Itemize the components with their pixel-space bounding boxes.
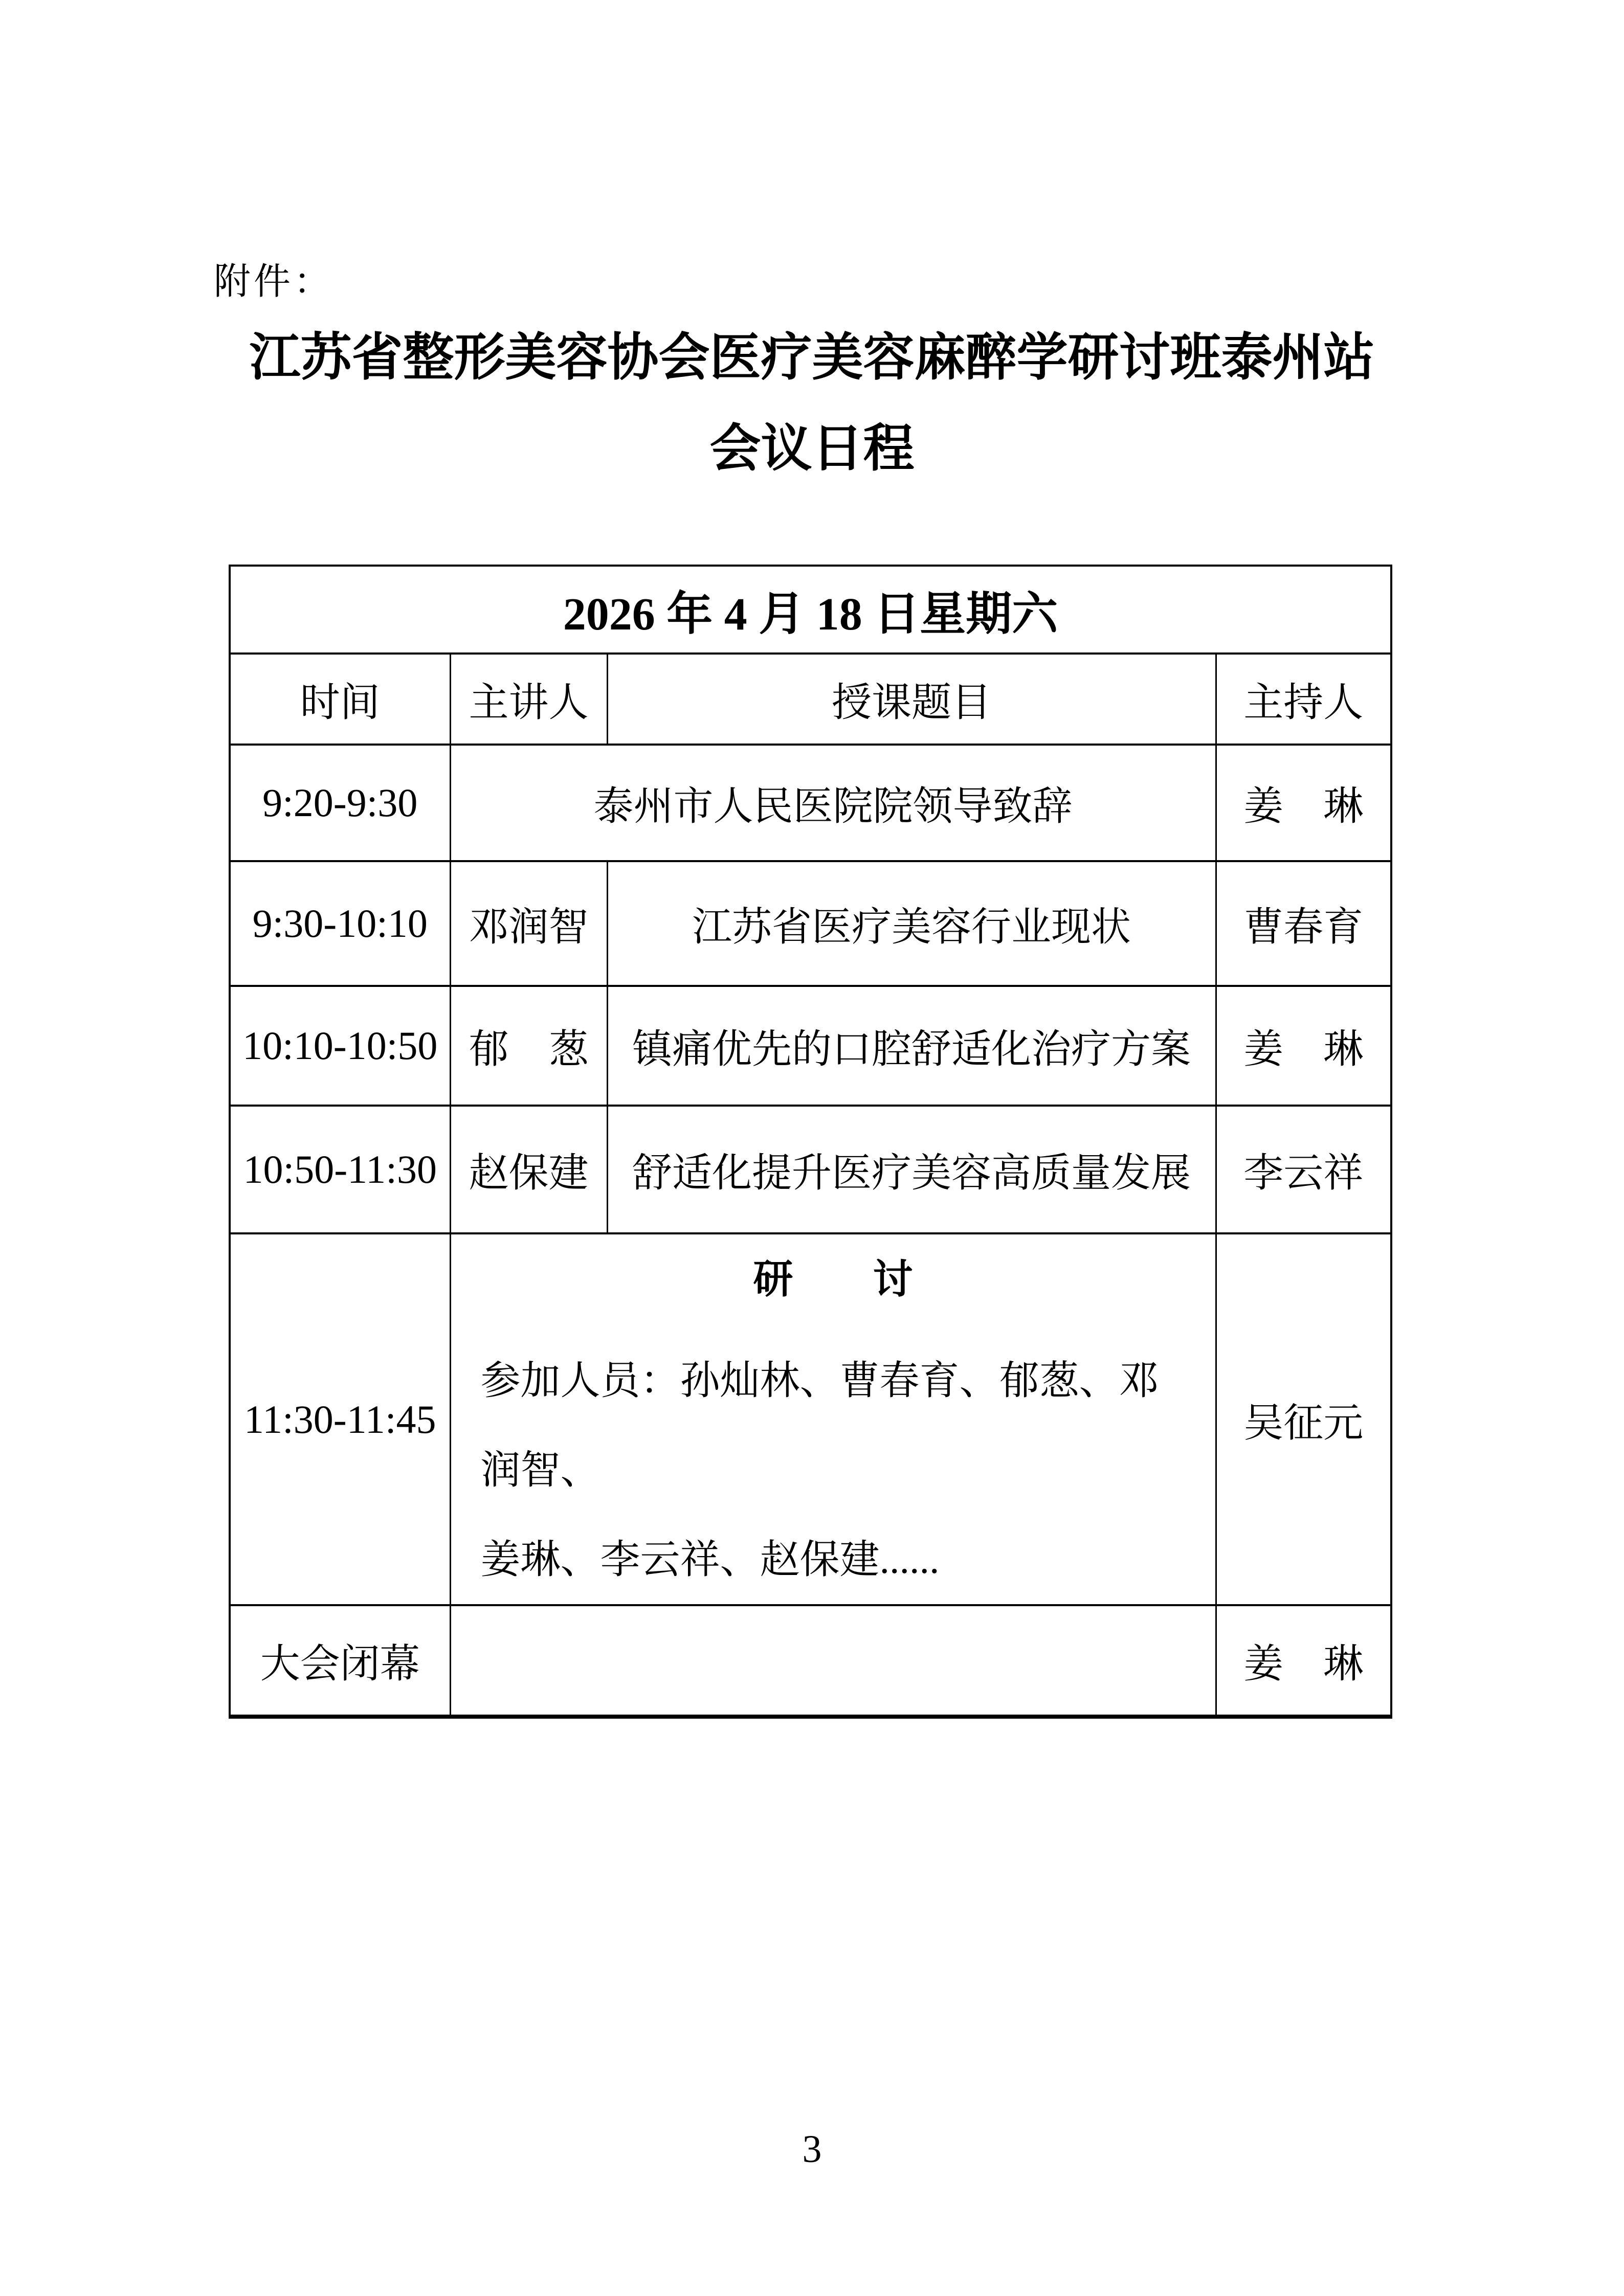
discussion-participants	[481, 1336, 1197, 1604]
column-header-time: 时间	[230, 654, 450, 745]
page-subtitle: 会议日程	[709, 420, 915, 477]
column-header-host: 主持人	[1216, 654, 1391, 745]
cell-topic: 镇痛优先的口腔舒适化治疗方案	[607, 986, 1216, 1106]
table-row-column-headers	[230, 654, 1391, 745]
participants-line: 姜琳、李云祥、赵保建......	[480, 1537, 940, 1582]
cell-empty-merged	[450, 1605, 1216, 1717]
cell-discussion-content	[450, 1233, 1216, 1605]
cell-time: 9:30-10:10	[230, 861, 450, 986]
attachment-label: 附件：	[214, 261, 334, 302]
date-header-cell: 2026 年 4 月 18 日星期六	[230, 566, 1391, 654]
page-number: 3	[802, 2128, 822, 2171]
table-row	[230, 1106, 1391, 1233]
discussion-title: 研 讨	[753, 1257, 913, 1301]
column-header-speaker: 主讲人	[450, 654, 607, 745]
cell-topic: 江苏省医疗美容行业现状	[607, 861, 1216, 986]
cell-time: 11:30-11:45	[230, 1233, 450, 1605]
cell-host: 曹春育	[1216, 861, 1391, 986]
table-row	[230, 745, 1391, 861]
page-title: 江苏省整形美容协会医疗美容麻醉学研讨班泰州站	[249, 329, 1375, 386]
cell-time: 9:20-9:30	[230, 745, 450, 861]
table-row	[230, 986, 1391, 1106]
column-header-topic: 授课题目	[607, 654, 1216, 745]
cell-host: 吴征元	[1216, 1233, 1391, 1605]
table-row-date-header	[230, 566, 1391, 654]
cell-host: 李云祥	[1216, 1106, 1391, 1233]
cell-time: 10:50-11:30	[230, 1106, 450, 1233]
cell-topic-merged: 泰州市人民医院院领导致辞	[450, 745, 1216, 861]
cell-closing-label: 大会闭幕	[230, 1605, 450, 1717]
cell-host: 姜 琳	[1216, 745, 1391, 861]
participants-line: 参加人员：孙灿林、曹春育、郁葱、邓润智、	[480, 1358, 1159, 1492]
cell-host: 姜 琳	[1216, 986, 1391, 1106]
cell-speaker: 郁 葱	[450, 986, 607, 1106]
cell-speaker: 赵保建	[450, 1106, 607, 1233]
cell-host: 姜 琳	[1216, 1605, 1391, 1717]
table-row	[230, 861, 1391, 986]
table-row-closing	[230, 1605, 1391, 1717]
table-row-discussion	[230, 1233, 1391, 1605]
schedule-table	[229, 565, 1392, 1719]
cell-time: 10:10-10:50	[230, 986, 450, 1106]
cell-speaker: 邓润智	[450, 861, 607, 986]
cell-topic: 舒适化提升医疗美容高质量发展	[607, 1106, 1216, 1233]
